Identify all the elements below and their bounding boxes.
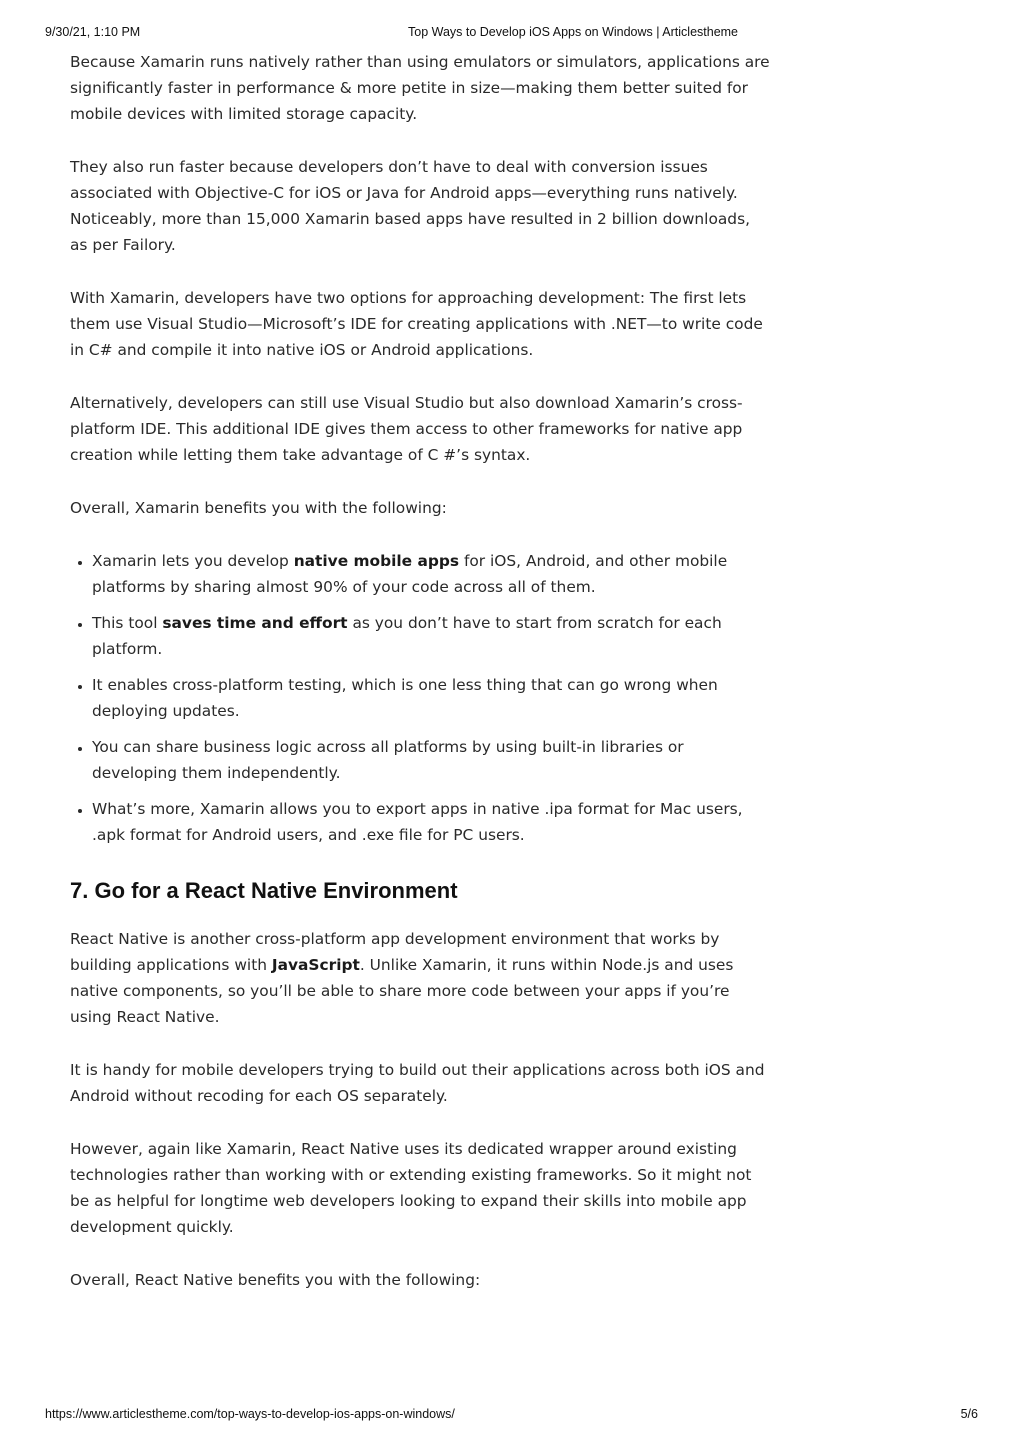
section-heading: 7. Go for a React Native Environment (70, 878, 458, 903)
paragraph-text: . Unlike Xamarin, it runs within Node.js and uses native components, so you’ll be able to share more code between your apps if you’re using React Native. (70, 956, 734, 1026)
list-item (92, 734, 770, 786)
list-item-bold: native mobile apps (293, 552, 460, 570)
article-body (70, 49, 770, 1320)
paragraph: Alternatively, developers can still use Visual Studio but also download Xamarin’s cross-platform IDE. This additional IDE gives them access to other frameworks for native app creation while letting them take advantage of C #’s syntax. (70, 394, 743, 464)
print-footer (0, 1407, 1024, 1425)
list-item-text: as you don’t have to start from scratch for each platform. (92, 614, 722, 658)
list-item-text: This tool (92, 614, 163, 632)
list-item (92, 796, 770, 848)
list-item-text: Xamarin lets you develop (92, 552, 294, 570)
print-datetime: 9/30/21, 1:10 PM (45, 25, 141, 39)
list-item-text: for iOS, Android, and other mobile platforms by sharing almost 90% of your code across all of them. (92, 552, 728, 596)
list-item-text: What’s more, Xamarin allows you to export apps in native .ipa format for Mac users, .apk format for Android users, and .exe file for PC users. (92, 800, 743, 844)
print-header (0, 25, 1024, 43)
paragraph: Because Xamarin runs natively rather than using emulators or simulators, applications are significantly faster in performance & more petite in size—making them better suited for mobile devices with limited storage capacity. (70, 53, 770, 123)
list-item (92, 610, 770, 662)
xamarin-benefits-list (70, 548, 770, 848)
list-item-bold: saves time and effort (162, 614, 348, 632)
list-item-text: You can share business logic across all platforms by using built-in libraries or developing them independently. (92, 738, 684, 782)
list-item (92, 672, 770, 724)
paragraph: They also run faster because developers don’t have to deal with conversion issues associated with Objective-C for iOS or Java for Android apps—everything runs natively. Noticeably, more than 15,000 Xamarin based apps have resulted in 2 billion downloads, as per Failory. (70, 158, 750, 254)
paragraph: It is handy for mobile developers trying to build out their applications across both iOS and Android without recoding for each OS separately. (70, 1061, 765, 1105)
list-item-text: It enables cross-platform testing, which is one less thing that can go wrong when deploying updates. (92, 676, 718, 720)
paragraph: However, again like Xamarin, React Native uses its dedicated wrapper around existing technologies rather than working with or extending existing frameworks. So it might not be as helpful for longtime web developers looking to expand their skills into mobile app development quickly. (70, 1140, 752, 1236)
list-item (92, 548, 770, 600)
paragraph (70, 926, 770, 1030)
paragraph-text: React Native is another cross-platform app development environment that works by building applications with (70, 930, 720, 974)
paragraph-bold: JavaScript (271, 956, 360, 974)
print-url: https://www.articlestheme.com/top-ways-to-develop-ios-apps-on-windows/ (45, 1407, 455, 1421)
paragraph: Overall, React Native benefits you with the following: (70, 1271, 481, 1289)
paragraph: Overall, Xamarin benefits you with the following: (70, 499, 447, 517)
paragraph: With Xamarin, developers have two options for approaching development: The first lets them use Visual Studio—Microsoft’s IDE for creating applications with .NET—to write code in C# and compile it into native iOS or Android applications. (70, 289, 763, 359)
page-number: 5/6 (960, 1407, 978, 1421)
print-page-title: Top Ways to Develop iOS Apps on Windows | Articlestheme (408, 25, 739, 39)
